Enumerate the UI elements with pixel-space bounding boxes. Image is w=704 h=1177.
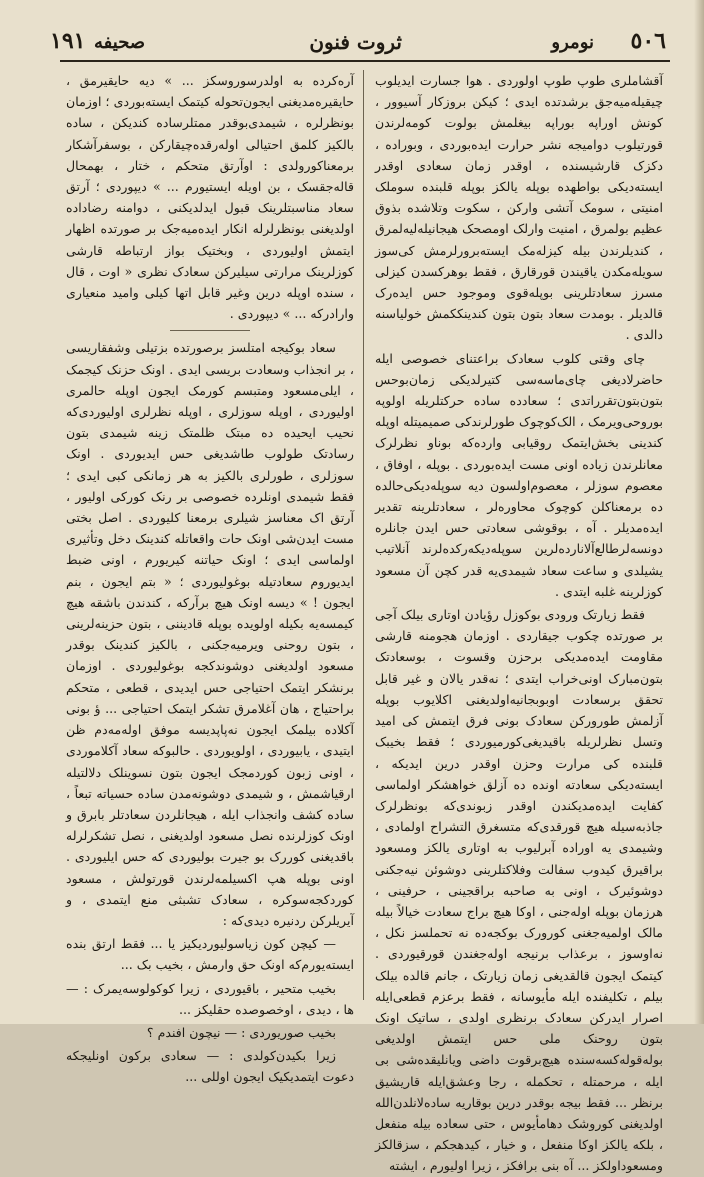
page-label: صحيفه [94,32,146,53]
right-column [375,70,663,1174]
column-divider [363,70,364,1000]
header-rule [60,60,670,62]
dialogue-line: بخیب متحیر ، باقیوردی ، زیرا کوکولوسه‌یمرک : — ها ، دیدی ، اوخصوصده حقلیکز ... [66,980,354,1017]
paragraph: چای وقتی کلوب سعادک براعتنای خصوصی ایله حاضرلادیغی چای‌ماسه‌سی کتیرلدیکی زمان‌بوحس بتون‌بتون‌تقرراتدی ؛ سعادده ساده حرکتلریله اولوپه بوروحی‌ویرمک ، الک‌کوچوک طورلرندکی صمیمیتله اوپله کندینی بخش‌ایتمک روقیابی وارده‌که بوناو نظرلرک معانلرندن زیاده اونی مست ایده‌بوردی . بوپله ، اوفاق ، معصوم سوزلر ، معصوم‌اولسون دیه سوپله‌دیکی‌حالده ده برمعناکلن کوچوک محاورەلر ، سعادتلرینه تقدیر ایده‌مدیلر . آه ، بوقوشی سعادتی حس ایدن جانلره دونسه‌لرطالع‌آلانارده‌لرین سوپله‌دیکه‌رکده‌لرند آنلاتیب یشیلدی و ساعت سعاد شیمدی‌یه قدر کچن آن مسعود کوزلرینه غلبه ایتدی . [375,350,663,599]
left-column [66,70,354,1085]
dialogue-line: زیرا بکیدن‌کولدی : — سعادی برکون اونلیجکه دعوت ایتمدیکیک ایجون اوللی ... [66,1048,354,1085]
section-separator [170,330,250,331]
page-number-right: ٥٠٦ [630,28,666,54]
paragraph: آره‌کرده به اولدرسوروسکز ... » دیه حایقیرمق ، حایقیره‌مدیغنی ایجون‌تحوله کیتمک ایسته‌بوردی ؛ اوزمان بونظرلره ، شیمدی‌بو‌قدر ممتلرساده کندیکن ، ساده بالکیز کلمق احتیالی اولەرقده‌چیقارکن ، بوسفرآشکار برمعناکورولدی : اوآرتق متحکم ، ختار ، بهمحال قاله‌جقسک ، بن اویله ایستیورم ... » دیپوردی ؛ آرتق سعاد مناسبتلرینک قبول ایدلدیکنی ، دوامنه رضاداده اولدیغنی بونظرلرله انکار ایده‌میه‌جک بر صورتده اظهار ایتمش اولیوردی ، وبختیک بواز ارتباطه قارشی کوزلرینک مرارتی سیلیرکن سعادک نظری « اوت ، قال ، سنده اوپله درین وغیر قابل اتها کیلی وامید منعیاری وارادرکه ... » دیپوردی . [66,73,354,322]
paragraph: آقشاملری طوپ طوپ اولوردی . هوا جسارت ایدیلوب چیقیله‌میه‌جق برشدتده ایدی ؛ کیکن بروزکار آسیوور ، کونش اوراپه بوراپه بیغلمش بولوت کومه‌لرندن قورتیلوب دوامیجه نشر حرارت ایده‌بوردی ، وبوراده ، دکزک قارشیسنده ، اوقدر زمان سعادی اوقدر ایسته‌دیکی بواطهده بوپله یالکز بوپله قلبنده سوملک امنیتی ، سومک آتشی وارکن ، سکوت وتلاشده بذوق عظیم بولمرق ، امنیت وارلک اومصحک هیجانیله‌لیه‌لمرق ، کندیلرندن بیله کیزله‌مک ایسته‌برورلرمش کی‌سوز سویله‌مکدن یاقیندن قورقارق ، فقط بوهرکسدن کیزلی مسرز سعادتلرینی بوپله‌قوی وموجود حس ایده‌رک قالدیلر . بومدت سعاد بتون بتون کندینککمش خولیاسنه دالدی . [375,73,663,343]
paragraph: سعاد بوکیجه امتلسز برصورتده بزتیلی وشفقاریسی ، بر انجذاب وسعادت بریسی ایدی . اونک حزنک کیجمک ، ایلی‌مسعود ومتبسم کورمک ایجون اوپله حالمری اولیوردی ، اوپله سوزلری ، اوپله نظرلری اولیوردی‌که نحیب ایحیده ده مبتک ظلمتک زینه شیمدی بتون رسادتک طولوب طاشدیغی حس ایدیوردی . اونک سوزلری ، طورلری بالکیز به هر زمانکی کبی ایدی ؛ فقط شیمدی اونلرده خصوصی بر رنک کورکی اولیور ، آرتق اک معناسز شیلری برمعنا کلیوردی . اصل بختی مست ایدن‌شی اونک حات واقعاتله کندینک دخل وتأثیری اولماسی ایدی ؛ اونک حیاتنه کیریورم ، اونی ضبط ایدیوروم سعادتیله بوغولیوردی ؛ « بتم ایجون ، بنم ایجون ! » دیسه اونک هیچ برآرکه ، کندندن باشقه هیچ کیمسه‌یه بکیله اولویده بوپله قادیننی ، بتون حزینه‌لرینی ، بتون روحنی ویرمیه‌جکنی ، بالکیز کندینک بوقدر مسعود اولدیغنی دوشوندکجه بوغولیوردی . اوزمان برنشکر ایتمک احتیاجی حس ایدیدی ، قطعی ، متحکم براحتیاج ، هان آغلامرق تشکر ایتمک احتیاجی ... ؤ بونی آکلاده بیلمک ایجون نەپاپدیسه موفق اولەمەدم ظن ایتیدی ، یابیوردی ، اولویوردی . حالبوکه سعاد آکلاموردی ، اونی زبون کوردمجک ایجون بتون نسوینلک دلالتیله ارقیاشمش ، و شیمدی دوشونه‌مدن ساده حسیاته تبعاً ، ساده کشف وانجذاب ایله ، هیجانلردن سعادتلر بابرق و اونک کوزلرنده نصل مسعود اولدیغنی ، نصل تشکرلرله باقدیغنی کوررک بو جیرت بولیوردی که حس ایلیوردی . اونی بوپله هپ اکسیلمه‌لرندن قورتولش ، مسعود کوردکجه‌سوکره ، سعادک تشبثی منع ایتمدی ، و آیریلرکن ردنیره دیدی‌که : [66,340,354,928]
dialogue-line: — کیچن کون زیاسولیوردیکیز یا ... فقط ارتق بنده ایسته‌یورم‌که اونک حق وارمش ، بخیب بک ... [66,936,354,973]
page-header [50,26,670,60]
page-number-left: ١٩١ [50,28,86,54]
paragraph: فقط زیارتک ورودی بوکوزل رؤیادن اوتاری بیلک آجی بر صورتده چکوب جیقاردی . اوزمان هجومنه قارشی مقاومت ایده‌مدیکی برحزن وقسوت ، بوسعادتک بتون‌مبارک اونی‌خراب ایتدی ؛ نه‌قدر یالان و غیر قابل تحقق برسعادت اوبوبجانیه‌اولدیغنی اکلایوب بوپله آزلمش طورورکن سعادک بونی فرق ایتمش کی امید وتسل نظرلریله باقیدیغی‌کورمیوردی ؛ فقط بخیبک قلبنده کی مرارت وحزن اوقدر درین ایدیکه ، ایسته‌دیکی سعادته اونده ده آزلق خواهشکر اولماسی کفایت ایده‌مدیکندن اوقدر زبوندی‌که بونظرلرک جاذبه‌سیله هیچ قورقدی‌که متسغرق التشراح اولمادی ، وشیمدی یه اوراده آبرلیوب به اوتاری یالکز ومسعود براقیرق کیدوب سفالت وفلاکتلرینی دوشوئن نیه‌جکنی دوشوئیرک ، اونی به صاحبه براقجینی ، حرفینی ، هرزمان بوپله اوله‌جنی ، اوکا هیچ براج سعادت خیالاً بیله مالک اولمیه‌جغنی کورورک بوکجه‌ده نه تحملسز نکل ، نه‌اوسوز ، برعذاب برنیجه اوله‌جغندن قورقیوردی . کیتمک ایجون قالقدیغی زمان زیارتک ، جانم قالده بیلک بیلم ، تکلیفنده ایله مأیوسانه ، فقط برعزم قطعی‌ایله اصرار ایدرکن سعادک برنظری اولدی ، ساتیک اونک بتون روحنک ملی حس ایتمش اولدیغی بوله‌قوله‌کسه‌سنده هیچ‌برقوت داضی ویانلیقده‌شی بی ایله ، مرحمتله ، تحکمله ، رجا وعشق‌ایله قاریشیق برنظر ... فقط بیجه بوقدر درین بوقاریه ساده‌لانلدن‌الله اولدیغنی کوروشک دهامأیوس ، حتی سعاده بیله منفعل ، بلکه یالکز اوکا منفعل ، و خیار ، کیدهجکم ، سزقالکز ومسعوداولکز ... آه بنی برافکز ، زیرا اولیورم ، ایشته [375,607,663,1174]
dialogue-line: بخیب صوریوردی : — نیچون افندم ؟ [146,1024,336,1040]
journal-title: ثروت فنون [309,30,402,54]
issue-label: نومرو [551,32,594,53]
